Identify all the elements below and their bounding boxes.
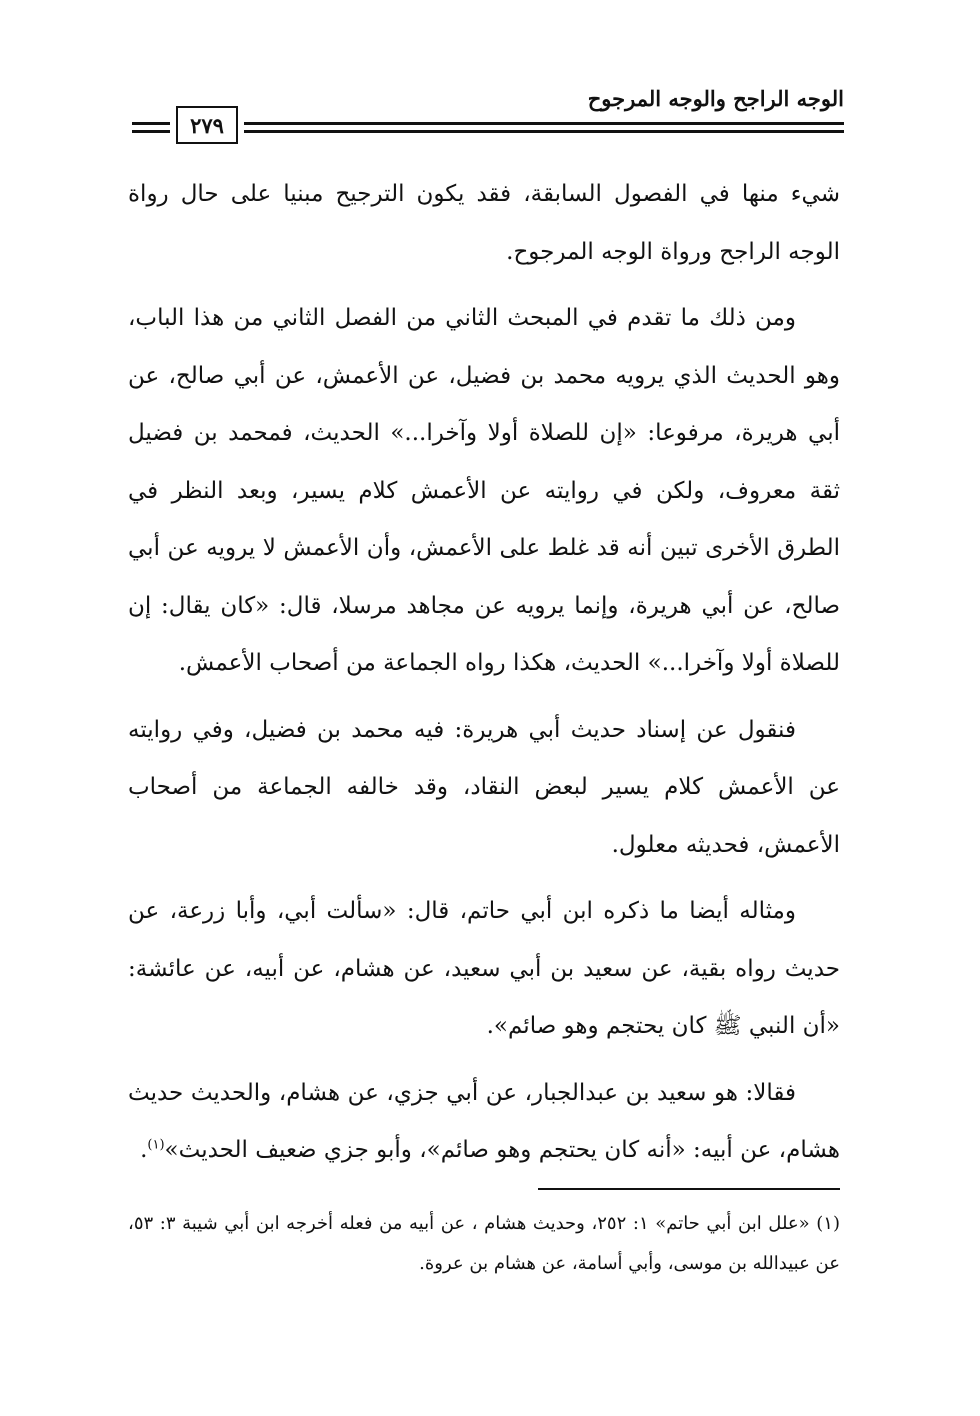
header-rule-top [244,122,844,125]
running-header [132,86,844,150]
header-rule-left-top [132,122,170,125]
header-title: الوجه الراجح والوجه المرجوح [587,86,844,111]
paragraph-text: فقالا: هو سعيد بن عبدالجبار، عن أبي جزي، عن هشام، والحديث حديث هشام، عن أبيه: «أنه كان يحتجم وهو صائم»، وأبو جزي ضعيف الحديث» [128,1079,840,1163]
paragraph: شيء منها في الفصول السابقة، فقد يكون الترجيح مبنيا على حال رواة الوجه الراجح ورواة الوجه المرجوح. [128,181,840,265]
footnote-separator [538,1188,840,1190]
footnote-reference[interactable]: (١) [147,1137,165,1153]
paragraph: ومثاله أيضا ما ذكره ابن أبي حاتم، قال: «سألت أبي، وأبا زرعة، عن حديث رواه بقية، عن سعيد بن أبي سعيد، عن هشام، عن أبيه، عن عائشة: «أن النبي ﷺ كان يحتجم وهو صائم». [128,898,840,1039]
paragraph: ومن ذلك ما تقدم في المبحث الثاني من الفصل الثاني من هذا الباب، وهو الحديث الذي يرويه محمد بن فضيل، عن الأعمش، عن أبي صالح، عن أبي هريرة، مرفوعا: «إن للصلاة أولا وآخرا...» الحديث، فمحمد بن فضيل ثقة معروف، ولكن في روايته عن الأعمش كلام يسير، وبعد النظر في الطرق الأخرى تبين أنه قد غلط على الأعمش، وأن الأعمش لا يرويه عن أبي صالح، عن أبي هريرة، وإنما يرويه عن مجاهد مرسلا، قال: «كان يقال: إن للصلاة أولا وآخرا...» الحديث، هكذا رواه الجماعة من أصحاب الأعمش. [128,305,840,676]
footnotes [128,1204,840,1284]
paragraph: فنقول عن إسناد حديث أبي هريرة: فيه محمد بن فضيل، وفي روايته عن الأعمش كلام يسير لبعض النقاد، وقد خالفه الجماعة من أصحاب الأعمش، فحديثه معلول. [128,716,840,858]
main-text [128,166,840,1189]
header-rule-bottom [244,130,844,133]
paragraph [128,1065,840,1180]
page-number: ٢٧٩ [176,106,238,144]
paragraph-end: . [140,1137,148,1163]
header-rule-left-bottom [132,130,170,133]
footnote: (١) «علل ابن أبي حاتم» ١: ٢٥٢، وحديث هشام ، عن أبيه من فعله أخرجه ابن أبي شيبة ٣: ٥٣، عن عبيدالله بن موسى، وأبي أسامة، عن هشام بن عروة. [128,1213,840,1274]
